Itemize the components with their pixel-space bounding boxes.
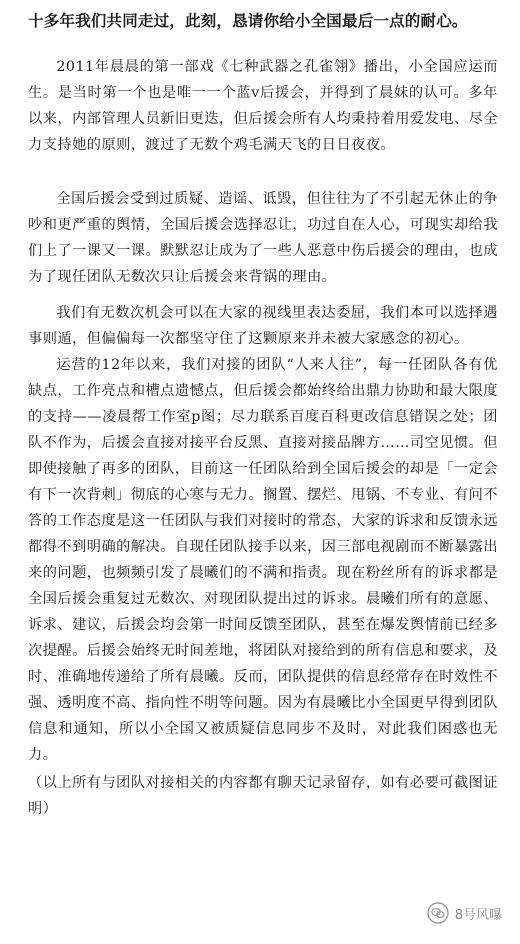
- paragraph-1: 2011年晨晨的第一部戏《七种武器之孔雀翎》播出，小全国应运而生。是当时第一个也是唯一一个蓝v后援会，并得到了晨妹的认可。多年以来，内部管理人员新旧更迭，但后援会所有人均秉持着用爱发电、尽全力支持她的原则，渡过了无数个鸡毛满天飞的日日夜夜。: [28, 59, 499, 153]
- article-headline: 十多年我们共同走过，此刻，恳请你给小全国最后一点的耐心。: [28, 11, 468, 30]
- evidence-note: （以上所有与团队对接相关的内容都有聊天记录留存，如有必要可截图证明）: [28, 775, 499, 817]
- watermark-label: 8号风曝: [454, 907, 502, 923]
- paragraph-4: 运营的12年以来，我们对接的团队“人来人往”，每一任团队各有优缺点，工作亮点和槽点遗憾点，但后援会都始终给出鼎力协助和最大限度的支持——凌晨帮工作室p图；尽力联系百度百科更改信息错误之处；团队不作为，后援会直接对接平台反黑、直接对接品牌方……司空见惯。但即使接触了再多的团队，目前这一任团队给到全国后援会的却是「一定会有下一次背刺」彻底的心寒与无力。搁置、摆烂、甩锅、不专业、有问不答的工作态度是这一任团队与我们对接时的常态，大家的诉求和反馈永远都得不到明确的解决。自现任团队接手以来，因三部电视剧而不断暴露出来的问题，也频频引发了晨曦们的不满和指责。现在粉丝所有的诉求都是全国后援会重复过无数次、对现团队提出过的诉求。晨曦们所有的意愿、诉求、建议，后援会均会第一时间反馈至团队，甚至在爆发舆情前已经多次提醒。后援会始终无时间差地，将团队对接给到的所有信息和要求，及时、准确地传递给了所有晨曦。反而，团队提供的信息经常存在时效性不强、透明度不高、指向性不明等问题。因为有晨曦比小全国更早得到团队信息和通知，所以小全国又被质疑信息同步不及时，对此我们困惑也无力。: [28, 357, 499, 763]
- wechat-channel-icon: [427, 902, 449, 924]
- paragraph-2: 全国后援会受到过质疑、造谣、诋毁，但往往为了不引起无休止的争吵和更严重的舆情，全国后援会选择忍让，功过自在人心，可现实却给我们上了一课又一课。默默忍让成为了一些人恶意中伤后援会的理由，也成为了现任团队无数次只让后援会来背锅的理由。: [28, 191, 499, 285]
- paragraph-3: 我们有无数次机会可以在大家的视线里表达委屈，我们本可以选择遇事则遁，但偏偏每一次都坚守住了这颗原来并未被大家感念的初心。: [28, 305, 498, 347]
- watermark: [427, 902, 502, 924]
